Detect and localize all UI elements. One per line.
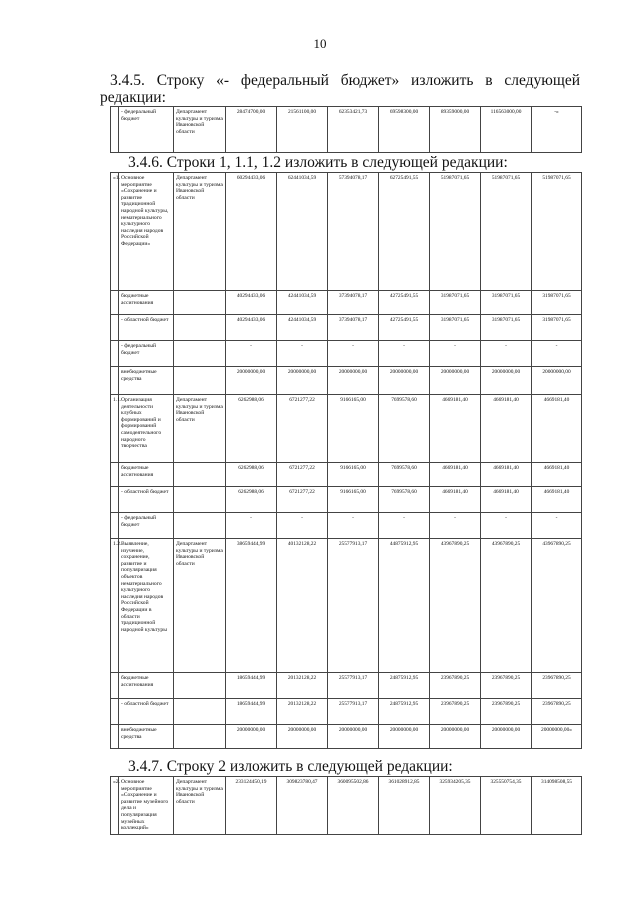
value-cell: 44875912,95 [379, 539, 430, 673]
value-cell: 6721277,22 [277, 487, 328, 513]
value-cell: - [379, 341, 430, 367]
row-number [111, 725, 119, 749]
value-cell: - [532, 513, 582, 539]
value-cell: 20132128,22 [277, 673, 328, 699]
value-cell: 43967890,25 [532, 539, 582, 673]
value-cell: - [481, 341, 532, 367]
value-cell: 6721277,22 [277, 395, 328, 463]
value-cell: 37394078,17 [328, 291, 379, 315]
row-number [111, 291, 119, 315]
value-cell: 31987071,65 [532, 315, 582, 341]
row-name: Организация деятельности клубных формирований и формирований самодеятельного народного творчества [119, 395, 174, 463]
value-cell: 20000000,00 [430, 725, 481, 749]
value-cell: 7699578,60 [379, 463, 430, 487]
value-cell: 20132128,22 [277, 699, 328, 725]
value-cell: 57394078,17 [328, 173, 379, 291]
row-name: Выявление, изучение, сохранение, развитие и популяризация объектов нематериального культурного наследия народов Российской Федерации в области традиционной народной культуры [119, 539, 174, 673]
row-number [111, 513, 119, 539]
value-cell: 40132128,22 [277, 539, 328, 673]
row-name: - федеральный бюджет [119, 513, 174, 539]
value-cell: 20000000,00 [379, 725, 430, 749]
heading-3-4-6: 3.4.6. Строки 1, 1.1, 1.2 изложить в следующей редакции: [128, 154, 508, 171]
table-row [111, 463, 582, 487]
table-row [111, 395, 582, 463]
value-cell: 4669181,40 [532, 395, 582, 463]
value-cell: 233124450,19 [226, 777, 277, 835]
row-executor [174, 463, 226, 487]
row-executor: Департамент культуры и туризма Ивановской области [174, 173, 226, 291]
row-executor: Департамент культуры и туризма Ивановской области [174, 539, 226, 673]
row-number [111, 673, 119, 699]
row-executor [174, 315, 226, 341]
row-name: внебюджетные средства [119, 725, 174, 749]
value-cell: 4669181,40 [430, 395, 481, 463]
value-cell: 20000000,00 [481, 367, 532, 395]
heading-3-4-7: 3.4.7. Строку 2 изложить в следующей редакции: [128, 758, 453, 775]
value-cell: 60294433,06 [226, 173, 277, 291]
table-row [111, 107, 582, 153]
value-cell: 31987071,65 [481, 315, 532, 341]
value-cell: 20000000,00 [481, 725, 532, 749]
row-executor [174, 341, 226, 367]
value-cell: 309823780,47 [277, 777, 328, 835]
value-cell: 62353421,73 [328, 107, 379, 153]
value-cell: 31987071,65 [532, 291, 582, 315]
table-3-4-7 [110, 776, 582, 835]
value-cell: 20000000,00 [532, 367, 582, 395]
row-number: 1.1. [111, 395, 119, 463]
value-cell: 25577913,17 [328, 699, 379, 725]
value-cell: 40294433,06 [226, 315, 277, 341]
value-cell: 7699578,60 [379, 395, 430, 463]
value-cell: 20000000,00» [532, 725, 582, 749]
value-cell: 4669181,40 [481, 487, 532, 513]
row-name: - областной бюджет [119, 315, 174, 341]
value-cell: 37394078,17 [328, 315, 379, 341]
value-cell: 6262988,06 [226, 463, 277, 487]
row-executor [174, 513, 226, 539]
value-cell: 9166165,00 [328, 395, 379, 463]
value-cell: 23967890,25 [532, 699, 582, 725]
value-cell: - [430, 341, 481, 367]
value-cell: 42441034,59 [277, 291, 328, 315]
value-cell: 25577913,17 [328, 673, 379, 699]
value-cell: 20000000,00 [226, 367, 277, 395]
row-number [111, 487, 119, 513]
value-cell: - [328, 513, 379, 539]
value-cell: 6262988,06 [226, 395, 277, 463]
value-cell: 62725491,55 [379, 173, 430, 291]
table-3-4-6 [110, 172, 582, 749]
value-cell: 31987071,65 [430, 315, 481, 341]
value-cell: 40294433,06 [226, 291, 277, 315]
value-cell: 28474700,00 [226, 107, 277, 153]
value-cell: - [226, 341, 277, 367]
value-cell: - [277, 341, 328, 367]
row-number [111, 341, 119, 367]
row-executor: Департамент культуры и туризма Ивановской области [174, 107, 226, 153]
value-cell: 6262988,06 [226, 487, 277, 513]
value-cell: 21561100,00 [277, 107, 328, 153]
table-row [111, 367, 582, 395]
value-cell: 20000000,00 [379, 367, 430, 395]
value-cell: 31987071,65 [481, 291, 532, 315]
row-name: бюджетные ассигнования [119, 463, 174, 487]
value-cell: 51987071,65 [430, 173, 481, 291]
row-executor [174, 291, 226, 315]
row-name: внебюджетные средства [119, 367, 174, 395]
value-cell: 89359000,00 [430, 107, 481, 153]
table-row [111, 173, 582, 291]
value-cell: 20000000,00 [226, 725, 277, 749]
row-number [111, 699, 119, 725]
value-cell: 43967890,25 [481, 539, 532, 673]
table-row [111, 341, 582, 367]
value-cell: 51987071,65 [481, 173, 532, 291]
row-number: «1. [111, 173, 119, 291]
value-cell: 20000000,00 [328, 367, 379, 395]
value-cell: 314098508,55 [532, 777, 582, 835]
value-cell: 4669181,40 [481, 463, 532, 487]
value-cell: -» [532, 107, 582, 153]
row-name: - областной бюджет [119, 699, 174, 725]
value-cell: - [328, 341, 379, 367]
value-cell: 42441034,59 [277, 315, 328, 341]
value-cell: 7699578,60 [379, 487, 430, 513]
value-cell: - [430, 513, 481, 539]
value-cell: 20000000,00 [277, 725, 328, 749]
row-executor [174, 367, 226, 395]
row-executor [174, 699, 226, 725]
value-cell: 23967890,25 [532, 673, 582, 699]
value-cell: 4669181,40 [430, 487, 481, 513]
heading-3-4-5: 3.4.5. Строку «- федеральный бюджет» изложить в следующей [110, 72, 580, 89]
row-name: Основное мероприятие «Сохранение и развитие музейного дела и популяризация музейных коллекций» [119, 777, 174, 835]
value-cell: 69598300,00 [379, 107, 430, 153]
value-cell: 62441034,59 [277, 173, 328, 291]
value-cell: - [379, 513, 430, 539]
value-cell: 25577913,17 [328, 539, 379, 673]
value-cell: 24875912,95 [379, 673, 430, 699]
row-number [111, 315, 119, 341]
row-name: - областной бюджет [119, 487, 174, 513]
value-cell: 20000000,00 [328, 725, 379, 749]
value-cell: - [481, 513, 532, 539]
row-name: бюджетные ассигнования [119, 673, 174, 699]
value-cell: 20000000,00 [277, 367, 328, 395]
row-number: «2. [111, 777, 119, 835]
table-row [111, 725, 582, 749]
row-number [111, 367, 119, 395]
value-cell: 18659444,99 [226, 699, 277, 725]
heading-3-4-5-cont: редакции: [100, 89, 166, 106]
table-row [111, 699, 582, 725]
value-cell: 24875912,95 [379, 699, 430, 725]
page-number: 10 [313, 36, 327, 51]
value-cell: 9166165,00 [328, 463, 379, 487]
row-executor [174, 487, 226, 513]
value-cell: 325934205,35 [430, 777, 481, 835]
value-cell: 23967890,25 [430, 673, 481, 699]
table-row [111, 291, 582, 315]
table-row [111, 315, 582, 341]
row-name: Основное мероприятие «Сохранение и развитие традиционной народной культуры, нематериального культурного наследия народов Российской Федерации» [119, 173, 174, 291]
value-cell: 9166165,00 [328, 487, 379, 513]
value-cell: 42725491,55 [379, 315, 430, 341]
row-name: - федеральный бюджет [119, 107, 174, 153]
table-row [111, 777, 582, 835]
value-cell: 4669181,40 [532, 487, 582, 513]
value-cell: 42725491,55 [379, 291, 430, 315]
row-name: бюджетные ассигнования [119, 291, 174, 315]
value-cell: 360095502,86 [328, 777, 379, 835]
row-executor [174, 673, 226, 699]
row-name: - федеральный бюджет [119, 341, 174, 367]
table-3-4-5 [110, 106, 582, 153]
value-cell: - [277, 513, 328, 539]
table-row [111, 513, 582, 539]
table-row [111, 673, 582, 699]
value-cell: 4669181,40 [430, 463, 481, 487]
value-cell: 4669181,40 [481, 395, 532, 463]
value-cell: 23967890,25 [481, 673, 532, 699]
row-number [111, 107, 119, 153]
value-cell: - [532, 341, 582, 367]
value-cell: 361028912,85 [379, 777, 430, 835]
value-cell: 20000000,00 [430, 367, 481, 395]
value-cell: - [226, 513, 277, 539]
value-cell: 18659444,99 [226, 673, 277, 699]
row-number: 1.2. [111, 539, 119, 673]
row-number [111, 463, 119, 487]
value-cell: 4669181,40 [532, 463, 582, 487]
row-executor [174, 725, 226, 749]
table-row [111, 487, 582, 513]
value-cell: 31987071,65 [430, 291, 481, 315]
value-cell: 6721277,22 [277, 463, 328, 487]
value-cell: 116563000,00 [481, 107, 532, 153]
table-row [111, 539, 582, 673]
value-cell: 325550754,35 [481, 777, 532, 835]
value-cell: 23967890,25 [430, 699, 481, 725]
row-executor: Департамент культуры и туризма Ивановской области [174, 395, 226, 463]
row-executor: Департамент культуры и туризма Ивановской области [174, 777, 226, 835]
value-cell: 23967890,25 [481, 699, 532, 725]
value-cell: 43967890,25 [430, 539, 481, 673]
value-cell: 38659444,99 [226, 539, 277, 673]
value-cell: 51987071,65 [532, 173, 582, 291]
